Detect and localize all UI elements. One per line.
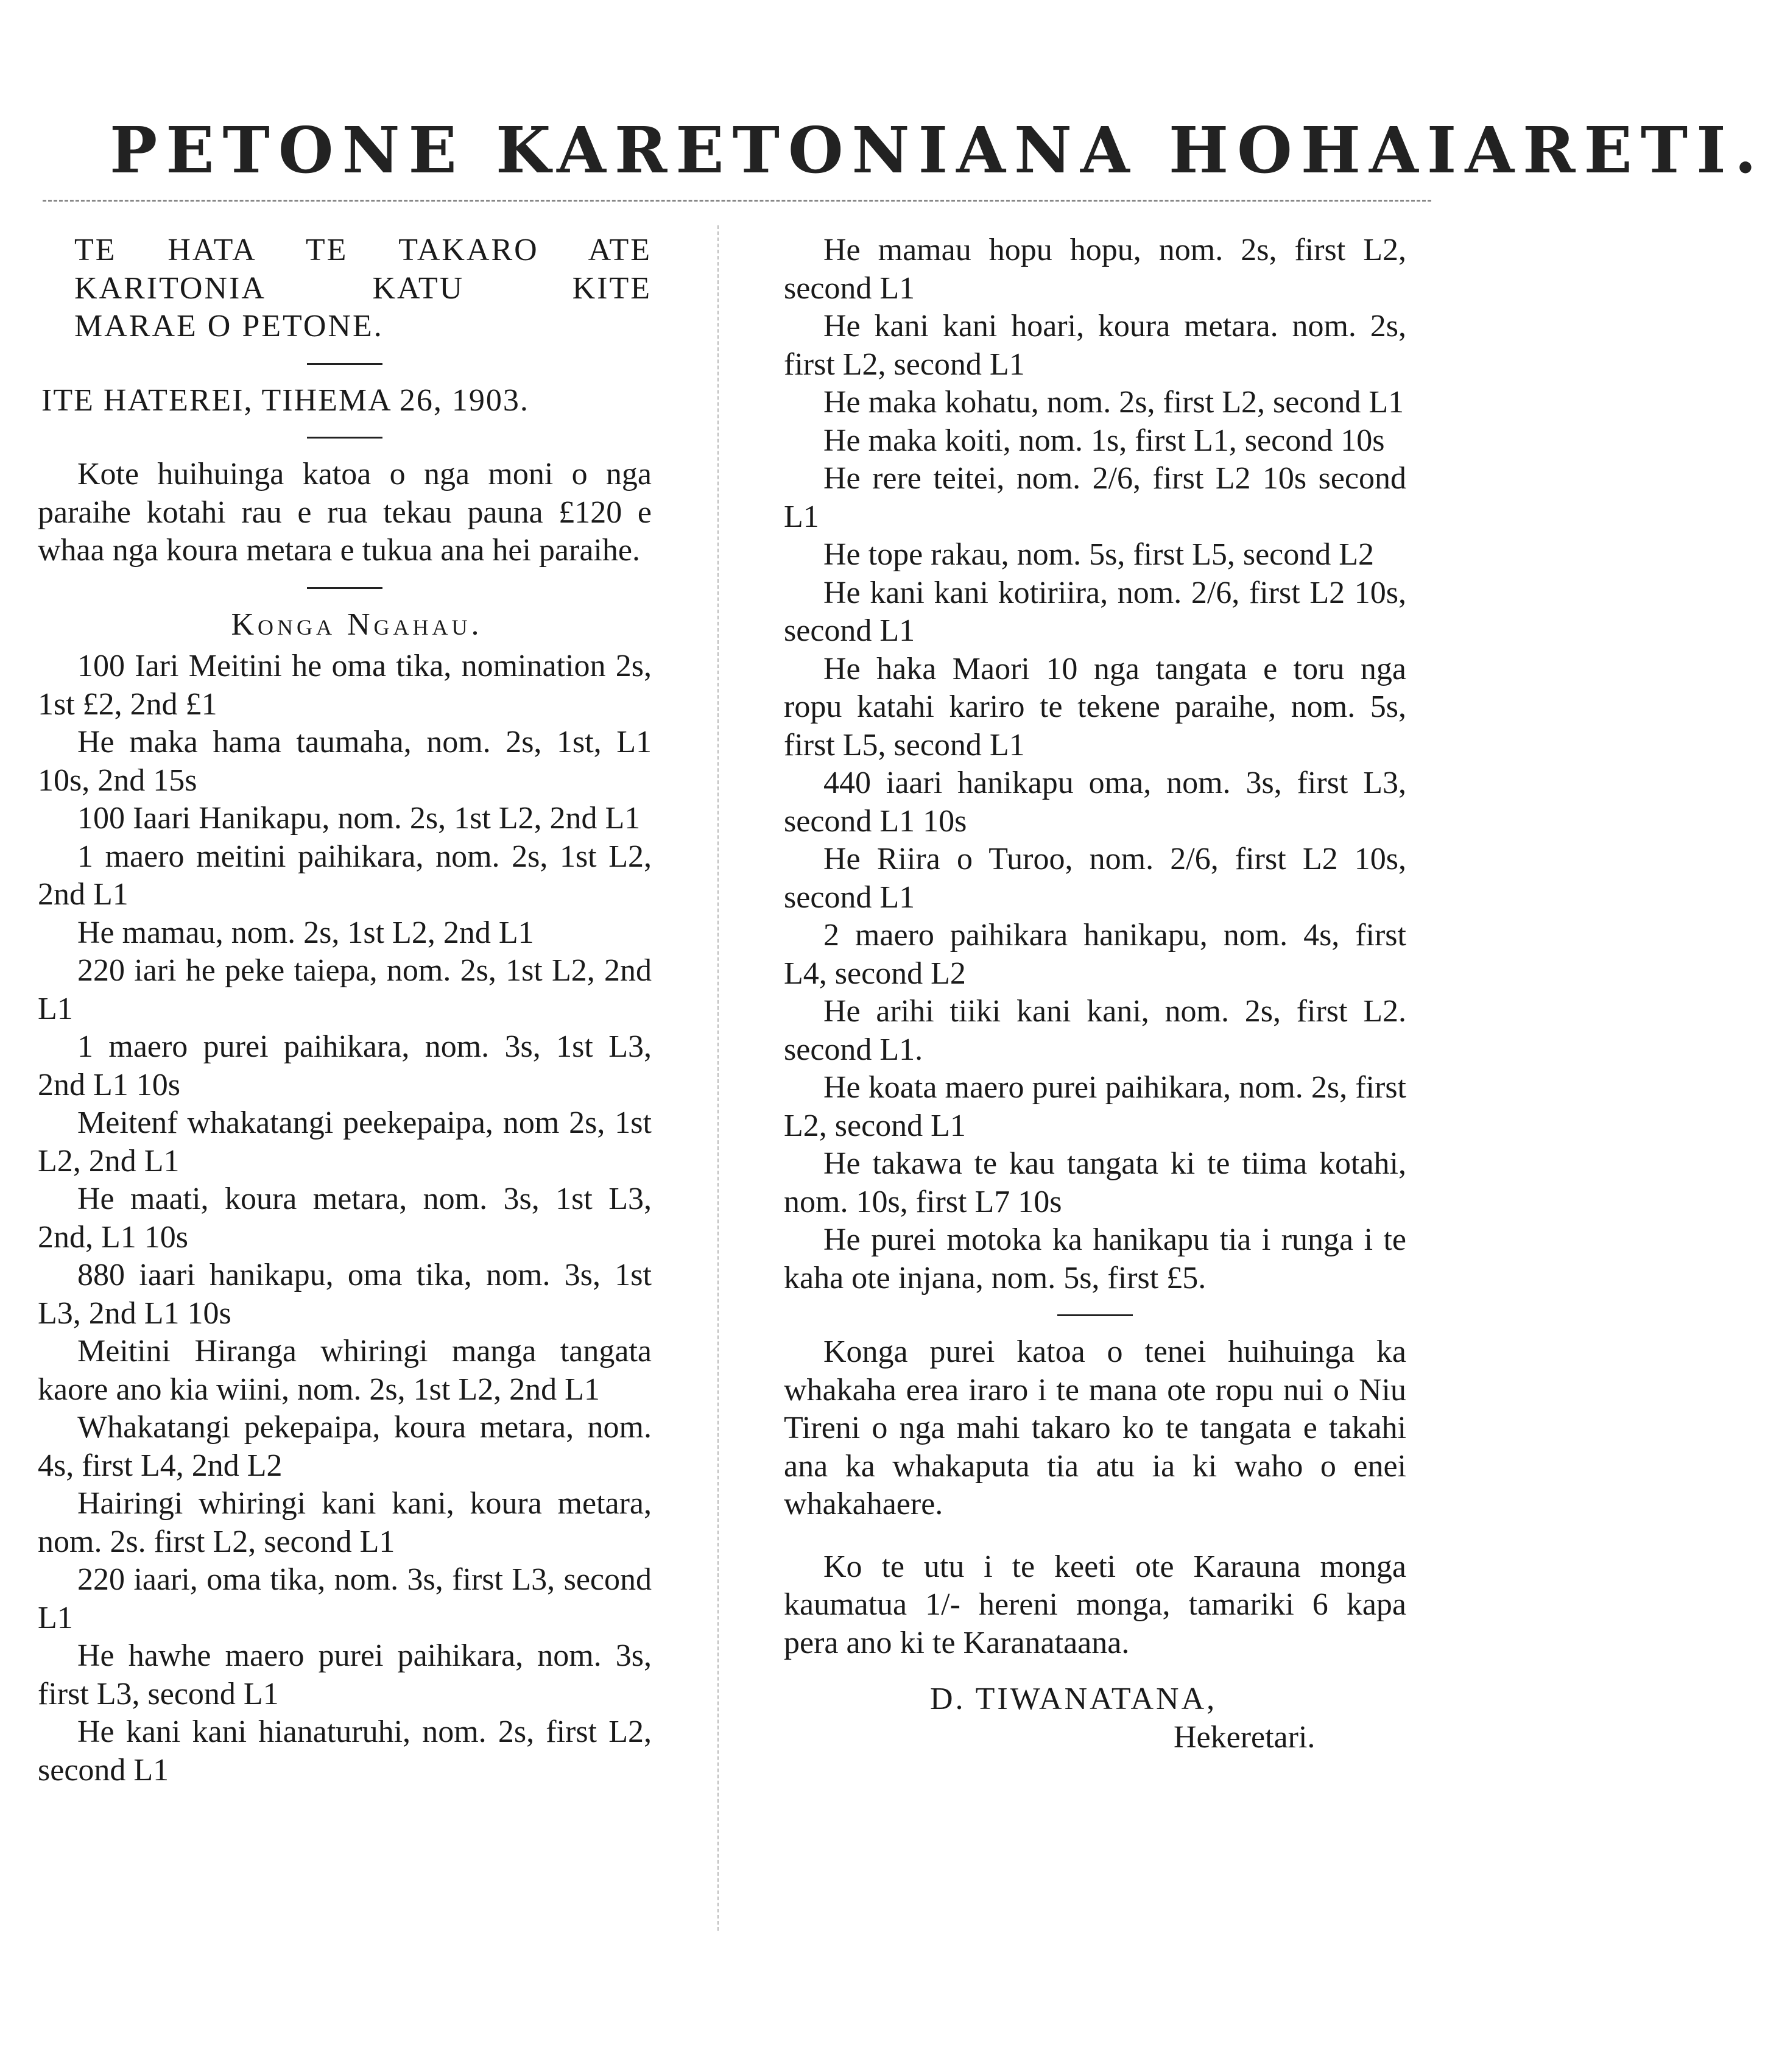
event-entry: 440 iaari hanikapu oma, nom. 3s, first L3, second L1 10s <box>784 766 1406 839</box>
event-entry: He tope rakau, nom. 5s, first L5, second L2 <box>823 537 1375 572</box>
header-rule <box>43 200 1431 202</box>
event-entry: He purei motoka ka hanikapu tia i runga i te kaha ote injana, nom. 5s, first £5. <box>784 1222 1406 1295</box>
event-entry: He maka koiti, nom. 1s, first L1, second 10s <box>823 423 1385 458</box>
heading-line: KARITONIA KATU KITE <box>74 270 652 306</box>
spacer <box>784 1524 1406 1548</box>
event-entry: He arihi tiiki kani kani, nom. 2s, first L2. second L1. <box>784 994 1406 1067</box>
event-date: ITE HATEREI, TIHEMA 26, 1903. <box>41 382 529 418</box>
event-entry: He koata maero purei paihikara, nom. 2s, first L2, second L1 <box>784 1070 1406 1143</box>
entry-list <box>784 231 1406 1297</box>
event-entry: 220 iaari, oma tika, nom. 3s, first L3, second L1 <box>38 1562 652 1635</box>
event-entry: Meitenf whakatangi peekepaipa, nom 2s, 1st L2, 2nd L1 <box>38 1105 652 1179</box>
event-entry: He Riira o Turoo, nom. 2/6, first L2 10s, second L1 <box>784 842 1406 915</box>
event-entry: He maka kohatu, nom. 2s, first L2, second L1 <box>823 385 1404 420</box>
event-entry: He maka hama taumaha, nom. 2s, 1st, L1 10s, 2nd 15s <box>38 725 652 798</box>
section-heading: Konga Ngahau. <box>231 607 483 642</box>
divider <box>1057 1314 1133 1316</box>
event-entry: He kani kani kotiriira, nom. 2/6, first L2 10s, second L1 <box>784 575 1406 648</box>
admission-paragraph: Ko te utu i te keeti ote Karauna monga kaumatua 1/- hereni monga, tamariki 6 kapa pera ano ki te Karanataana. <box>784 1549 1406 1660</box>
entry-list <box>38 647 652 1789</box>
event-entry: He rere teitei, nom. 2/6, first L2 10s second L1 <box>784 461 1406 534</box>
event-entry: He hawhe maero purei paihikara, nom. 3s, first L3, second L1 <box>38 1638 652 1711</box>
page-title: PETONE KARETONIANA HOHAIARETI. <box>110 113 1765 188</box>
event-entry: 100 Iaari Hanikapu, nom. 2s, 1st L2, 2nd L1 <box>77 801 641 836</box>
closing-paragraph: Konga purei katoa o tenei huihuinga ka whakaha erea iraro i te mana ote ropu nui o Niu Tireni o nga mahi takaro ko te tangata e takahi ana ka whakaputa tia atu ia ki waho o enei whakahaere. <box>784 1334 1406 1521</box>
divider <box>307 587 382 589</box>
event-entry: He haka Maori 10 nga tangata e toru nga ropu katahi kariro te tekene paraihe, nom. 5s, first L5, second L1 <box>784 651 1406 763</box>
event-entry: 1 maero purei paihikara, nom. 3s, 1st L3, 2nd L1 10s <box>38 1029 652 1102</box>
event-entry: He takawa te kau tangata ki te tiima kotahi, nom. 10s, first L7 10s <box>784 1146 1406 1219</box>
intro-paragraph: Kote huihuinga katoa o nga moni o nga paraihe kotahi rau e rua tekau pauna £120 e whaa nga koura metara e tukua ana hei paraihe. <box>38 457 652 568</box>
event-entry: Hairingi whiringi kani kani, koura metara, nom. 2s. first L2, second L1 <box>38 1486 652 1559</box>
divider <box>307 363 382 365</box>
divider <box>307 437 382 439</box>
signature-role: Hekeretari. <box>1174 1719 1316 1755</box>
event-entry: 100 Iari Meitini he oma tika, nomination 2s, 1st £2, 2nd £1 <box>38 649 652 722</box>
event-entry: He kani kani hianaturuhi, nom. 2s, first L2, second L1 <box>38 1714 652 1788</box>
heading-line: TE HATA TE TAKARO ATE <box>74 233 652 267</box>
event-entry: He mamau hopu hopu, nom. 2s, first L2, second L1 <box>784 233 1406 306</box>
left-column <box>38 231 652 1789</box>
event-entry: 1 maero meitini paihikara, nom. 2s, 1st L2, 2nd L1 <box>38 839 652 912</box>
event-entry: 220 iari he peke taiepa, nom. 2s, 1st L2, 2nd L1 <box>38 953 652 1026</box>
event-entry: He kani kani hoari, koura metara. nom. 2s, first L2, second L1 <box>784 309 1406 382</box>
event-entry: Meitini Hiranga whiringi manga tangata kaore ano kia wiini, nom. 2s, 1st L2, 2nd L1 <box>38 1334 652 1407</box>
event-entry: Whakatangi pekepaipa, koura metara, nom. 4s, first L4, 2nd L2 <box>38 1410 652 1483</box>
event-entry: He maati, koura metara, nom. 3s, 1st L3, 2nd, L1 10s <box>38 1182 652 1255</box>
event-entry: 880 iaari hanikapu, oma tika, nom. 3s, 1st L3, 2nd L1 10s <box>38 1258 652 1331</box>
column-divider <box>717 225 719 1931</box>
heading-line: MARAE O PETONE. <box>74 309 384 344</box>
event-entry: He mamau, nom. 2s, 1st L2, 2nd L1 <box>77 915 534 950</box>
event-heading <box>38 231 652 346</box>
right-column <box>784 231 1406 1757</box>
signature-name: D. TIWANATANA, <box>930 1682 1217 1716</box>
event-entry: 2 maero paihikara hanikapu, nom. 4s, first L4, second L2 <box>784 918 1406 991</box>
